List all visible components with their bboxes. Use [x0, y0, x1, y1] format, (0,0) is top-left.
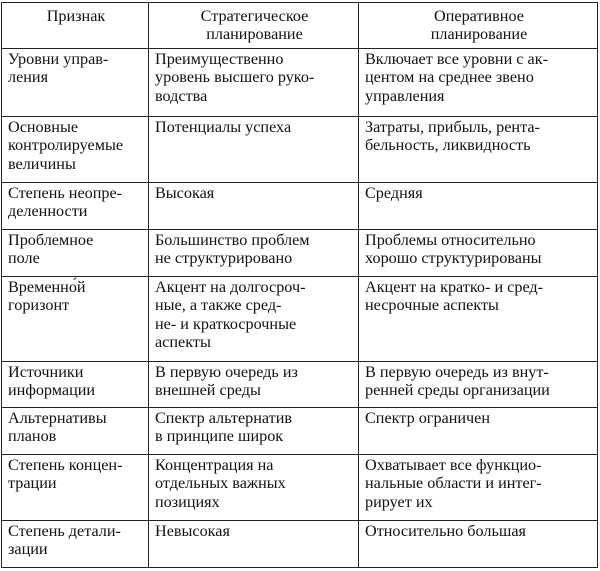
table-row — [2, 230, 598, 277]
criterion-cell: Проблемное поле — [2, 230, 149, 277]
header-criterion: Признак — [2, 3, 149, 49]
header-operational-planning: Оперативное планирование — [359, 3, 598, 49]
criterion-cell: Источники информации — [2, 362, 149, 408]
operational-cell: Затраты, прибыль, рента- бельность, ликвидность — [359, 117, 598, 183]
strategic-cell: Акцент на долгосроч- ные, а также сред- не- и краткосрочные аспекты — [149, 277, 359, 362]
table-row — [2, 49, 598, 117]
strategic-cell: Концентрация на отдельных важных позициях — [149, 455, 359, 521]
operational-cell: Акцент на кратко- и сред- несрочные аспекты — [359, 277, 598, 362]
operational-cell: Проблемы относительно хорошо структурированы — [359, 230, 598, 277]
criterion-cell: Альтернативы планов — [2, 408, 149, 455]
criterion-cell: Степень неопре- деленности — [2, 183, 149, 230]
operational-cell: Включает все уровни с ак- центом на среднее звено управления — [359, 49, 598, 117]
comparison-table — [1, 2, 598, 568]
strategic-cell: Невысокая — [149, 521, 359, 568]
table-row — [2, 117, 598, 183]
strategic-cell: Спектр альтернатив в принципе широк — [149, 408, 359, 455]
table-row — [2, 521, 598, 568]
strategic-cell: Преимущественно уровень высшего руко- водства — [149, 49, 359, 117]
table-row — [2, 455, 598, 521]
strategic-cell: Большинство проблем не структурировано — [149, 230, 359, 277]
operational-cell: Спектр ограничен — [359, 408, 598, 455]
table-row — [2, 277, 598, 362]
table-row — [2, 362, 598, 408]
table-row — [2, 408, 598, 455]
header-strategic-planning: Стратегическое планирование — [149, 3, 359, 49]
criterion-cell: Временно́й горизонт — [2, 277, 149, 362]
header-row — [2, 3, 598, 49]
criterion-cell: Степень детали- зации — [2, 521, 149, 568]
criterion-cell: Основные контролируемые величины — [2, 117, 149, 183]
operational-cell: Охватывает все функцио- нальные области и интег- рирует их — [359, 455, 598, 521]
strategic-cell: Потенциалы успеха — [149, 117, 359, 183]
table-row — [2, 183, 598, 230]
strategic-cell: Высокая — [149, 183, 359, 230]
criterion-cell: Степень концен- трации — [2, 455, 149, 521]
criterion-cell: Уровни управ- ления — [2, 49, 149, 117]
strategic-cell: В первую очередь из внешней среды — [149, 362, 359, 408]
operational-cell: Относительно большая — [359, 521, 598, 568]
operational-cell: В первую очередь из внут- ренней среды организации — [359, 362, 598, 408]
operational-cell: Средняя — [359, 183, 598, 230]
